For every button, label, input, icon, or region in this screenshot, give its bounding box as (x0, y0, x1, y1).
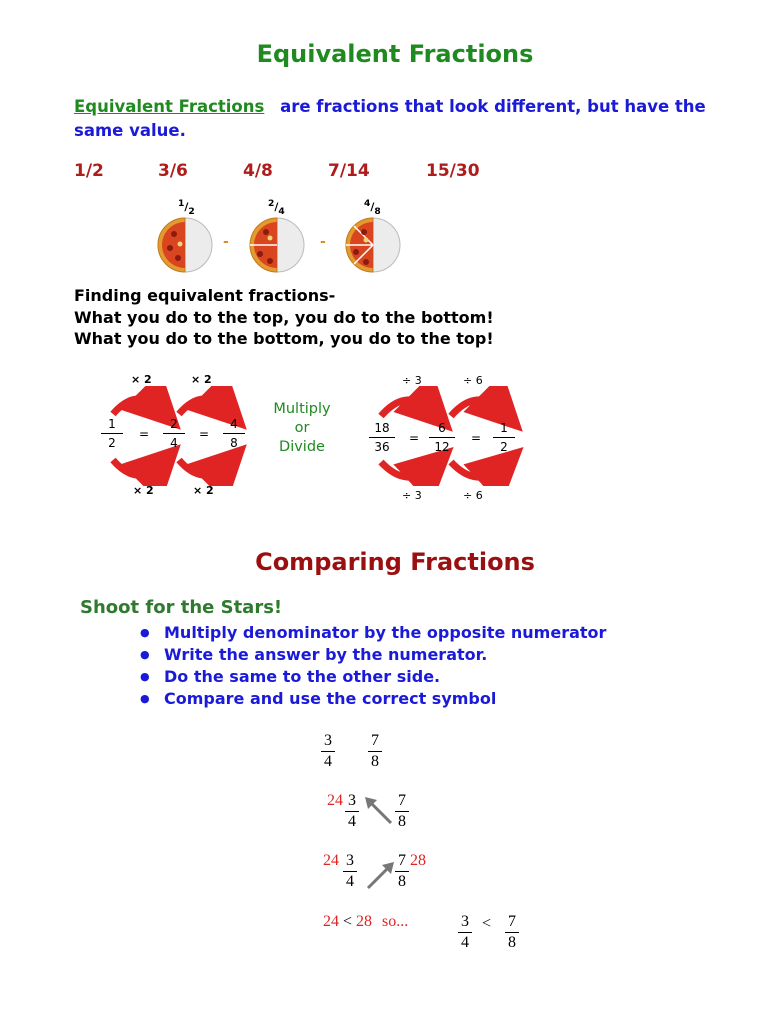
multiply-or-divide-label: Multiply or Divide (273, 401, 331, 455)
fraction-example-4: 7/14 (328, 161, 370, 181)
divide-equals-1: = (409, 431, 420, 445)
page-title: Equivalent Fractions (256, 40, 534, 68)
pizza-label-2: $^2/_4$ (268, 198, 285, 217)
multiply-equals-2: = (199, 427, 210, 441)
multiply-diagram (95, 370, 255, 500)
example3-product-right: 28 (410, 852, 426, 869)
example2-product-left: 24 (327, 792, 343, 809)
intro-term: Equivalent Fractions (74, 97, 265, 116)
rule-top-bottom: What you do to the top, you do to the bottom! (74, 307, 494, 327)
list-item: ● Compare and use the correct symbol (140, 688, 606, 710)
pizza-equals-1: - (223, 234, 229, 250)
example3-product-left: 24 (323, 852, 339, 869)
rules-heading: Finding equivalent fractions- (74, 286, 336, 305)
steps-list (140, 622, 606, 710)
list-item: ● Write the answer by the numerator. (140, 644, 606, 666)
example1-left-fraction: 3 4 (321, 732, 335, 771)
pizza-illustration (148, 196, 418, 280)
pizza-eighths-icon (344, 216, 402, 274)
fraction-example-5: 15/30 (426, 161, 480, 181)
example3-left-fraction: 3 4 (343, 852, 357, 891)
divide-diagram (365, 372, 525, 502)
multiply-op-bottom-2: × 2 (193, 484, 214, 497)
multiply-op-top-1: × 2 (131, 373, 152, 386)
multiply-op-top-2: × 2 (191, 373, 212, 386)
divide-fraction-1: 18 36 (369, 421, 395, 454)
pizza-equals-2: - (320, 234, 326, 250)
arrow-up-left-icon (363, 795, 395, 827)
intro-paragraph (74, 95, 724, 143)
arrow-up-right-icon (364, 858, 396, 890)
divide-op-bottom-1: ÷ 3 (402, 489, 422, 502)
divide-op-top-1: ÷ 3 (402, 374, 422, 387)
pizza-half-icon (156, 216, 214, 274)
section-subtitle: Shoot for the Stars! (80, 597, 283, 618)
rule-bottom-top: What you do to the bottom, you do to the top! (74, 329, 494, 348)
section-title-comparing: Comparing Fractions (255, 548, 535, 576)
fraction-example-3: 4/8 (243, 161, 273, 181)
equivalent-rules (74, 285, 494, 350)
example4-right-fraction: 7 8 (505, 913, 519, 952)
example2-right-fraction: 7 8 (395, 792, 409, 831)
intro-definition: are fractions that look different, but have the same value. (74, 97, 706, 140)
divide-op-bottom-2: ÷ 6 (463, 489, 483, 502)
pizza-quarters-icon (248, 216, 306, 274)
example4-comparison: 24 < 28 so... (323, 913, 409, 930)
list-item: ● Multiply denominator by the opposite numerator (140, 622, 606, 644)
example3-right-fraction: 7 8 (395, 852, 409, 891)
example1-right-fraction: 7 8 (368, 732, 382, 771)
multiply-equals-1: = (139, 427, 150, 441)
multiply-op-bottom-1: × 2 (133, 484, 154, 497)
multiply-fraction-1: 1 2 (101, 417, 123, 450)
divide-fraction-2: 6 12 (429, 421, 455, 454)
divide-fraction-3: 1 2 (493, 421, 515, 454)
pizza-label-3: $^4/_8$ (364, 198, 381, 217)
pizza-label-1: $^1/_2$ (178, 198, 195, 217)
example4-less-than: < (482, 915, 492, 932)
fraction-example-2: 3/6 (158, 161, 188, 181)
fraction-example-1: 1/2 (74, 161, 104, 181)
list-item: ● Do the same to the other side. (140, 666, 606, 688)
example4-left-fraction: 3 4 (458, 913, 472, 952)
divide-op-top-2: ÷ 6 (463, 374, 483, 387)
divide-equals-2: = (471, 431, 482, 445)
example2-left-fraction: 3 4 (345, 792, 359, 831)
multiply-fraction-3: 4 8 (223, 417, 245, 450)
multiply-fraction-2: 2 4 (163, 417, 185, 450)
